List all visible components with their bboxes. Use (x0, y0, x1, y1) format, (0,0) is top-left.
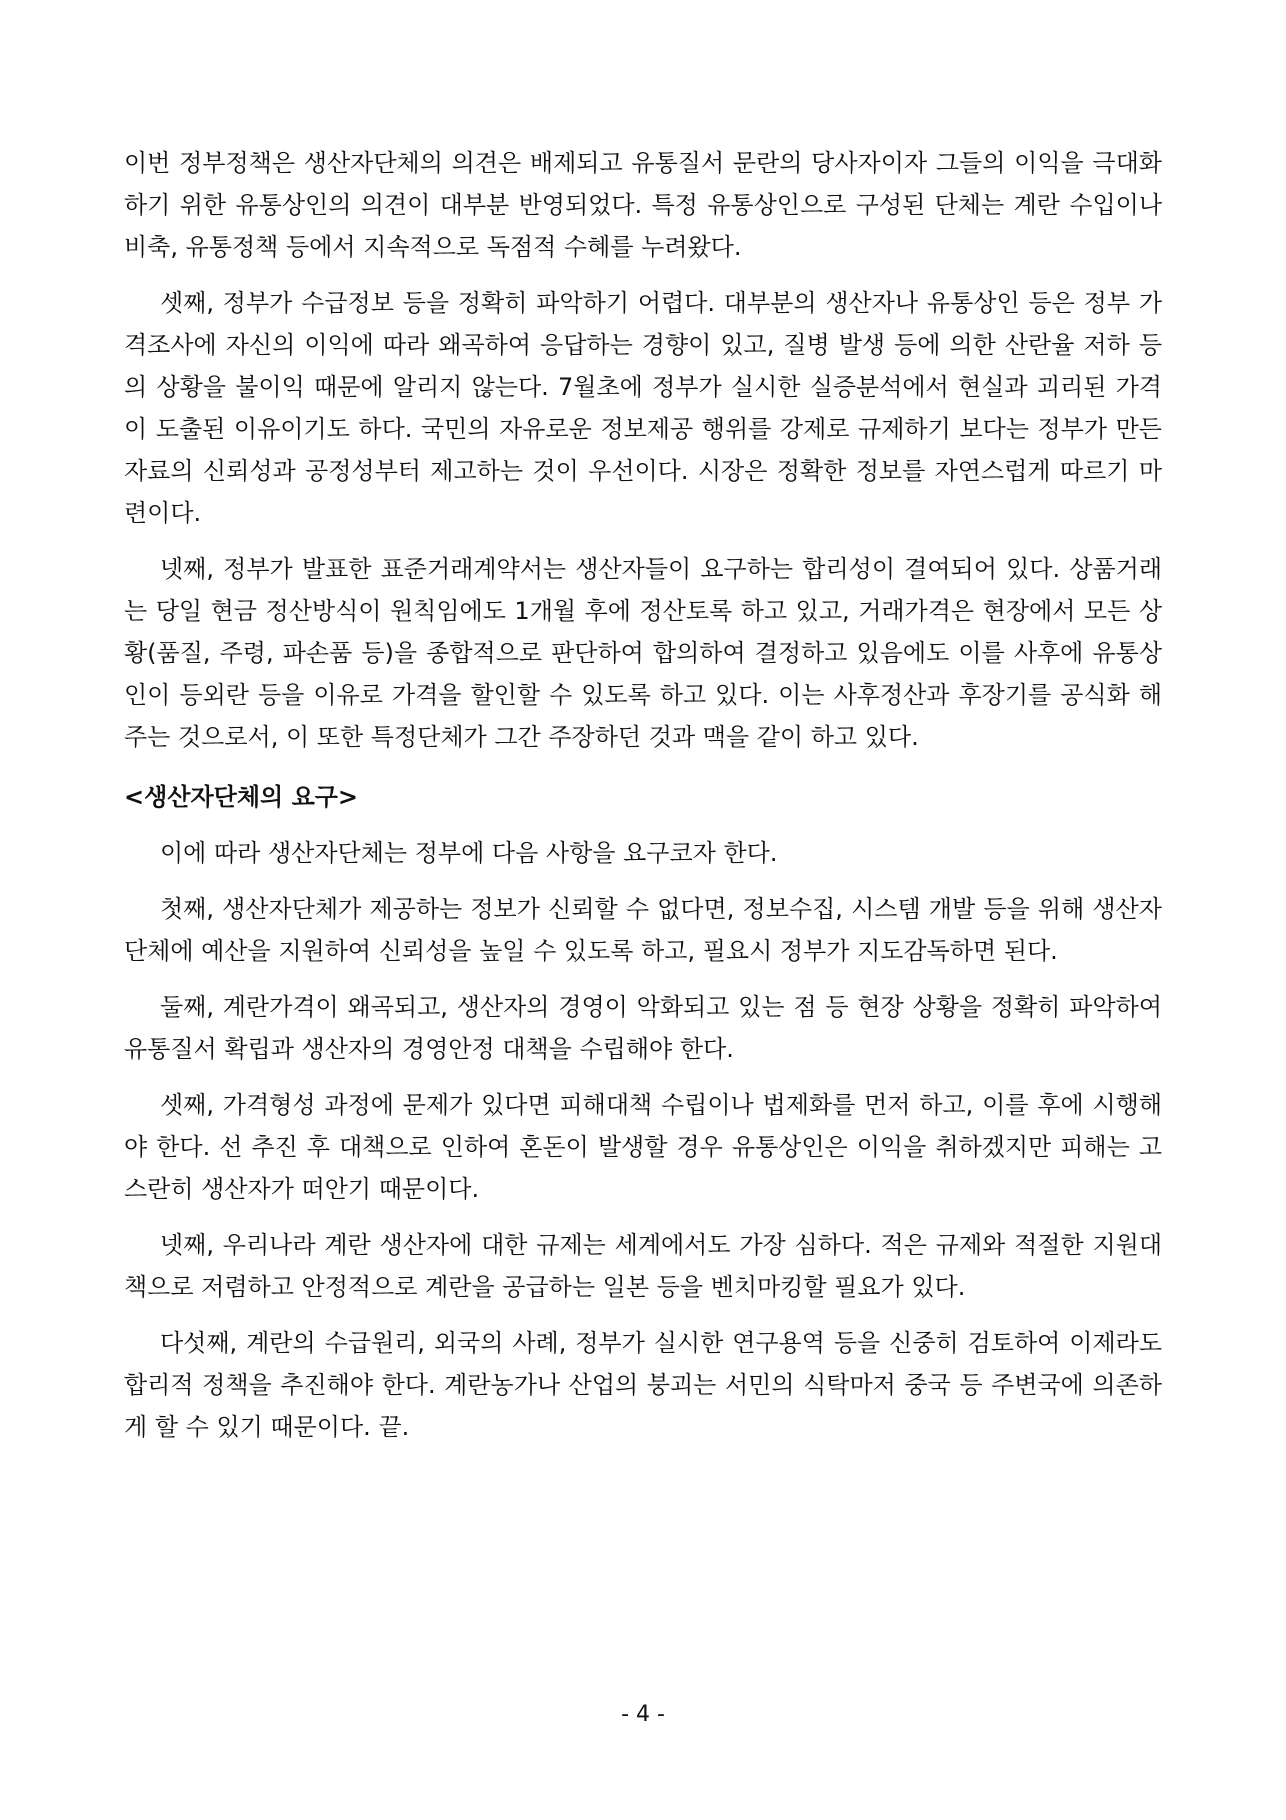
demand-third: 셋째, 가격형성 과정에 문제가 있다면 피해대책 수립이나 법제화를 먼저 하고, 이를 후에 시행해야 한다. 선 추진 후 대책으로 인하여 혼돈이 발생할 경우 유통상인은 이익을 취하겠지만 피해는 고스란히 생산자가 떠안기 때문이다. (124, 1091, 1162, 1203)
demand-fifth: 다섯째, 계란의 수급원리, 외국의 사례, 정부가 실시한 연구용역 등을 신중히 검토하여 이제라도 합리적 정책을 추진해야 한다. 계란농가나 산업의 붕괴는 서민의 식탁마저 중국 등 주변국에 의존하게 할 수 있기 때문이다. 끝. (124, 1329, 1162, 1441)
page-number: - 4 - (621, 1702, 665, 1727)
demand-fourth: 넷째, 우리나라 계란 생산자에 대한 규제는 세계에서도 가장 심하다. 적은 규제와 적절한 지원대책으로 저렴하고 안정적으로 계란을 공급하는 일본 등을 벤치마킹할 필요가 있다. (124, 1231, 1162, 1301)
section-heading: <생산자단체의 요구> (124, 783, 359, 811)
paragraph-fourth-point: 넷째, 정부가 발표한 표준거래계약서는 생산자들이 요구하는 합리성이 결여되어 있다. 상품거래는 당일 현금 정산방식이 원칙임에도 1개월 후에 정산토록 하고 있고, 거래가격은 현장에서 모든 상황(품질, 주령, 파손품 등)을 종합적으로 판단하여 합의하여 결정하고 있음에도 이를 사후에 유통상인이 등외란 등을 이유로 가격을 할인할 수 있도록 하고 있다. 이는 사후정산과 후장기를 공식화 해주는 것으로서, 이 또한 특정단체가 그간 주장하던 것과 맥을 같이 하고 있다. (124, 555, 1162, 751)
document-page (124, 142, 1162, 1462)
paragraph-third-point: 셋째, 정부가 수급정보 등을 정확히 파악하기 어렵다. 대부분의 생산자나 유통상인 등은 정부 가격조사에 자신의 이익에 따라 왜곡하여 응답하는 경향이 있고, 질병 발생 등에 의한 산란율 저하 등의 상황을 불이익 때문에 알리지 않는다. 7월초에 정부가 실시한 실증분석에서 현실과 괴리된 가격이 도출된 이유이기도 하다. 국민의 자유로운 정보제공 행위를 강제로 규제하기 보다는 정부가 만든 자료의 신뢰성과 공정성부터 제고하는 것이 우선이다. 시장은 정확한 정보를 자연스럽게 따르기 마련이다. (124, 289, 1162, 527)
demand-second: 둘째, 계란가격이 왜곡되고, 생산자의 경영이 악화되고 있는 점 등 현장 상황을 정확히 파악하여 유통질서 확립과 생산자의 경영안정 대책을 수립해야 한다. (124, 993, 1162, 1063)
paragraph-policy-critique: 이번 정부정책은 생산자단체의 의견은 배제되고 유통질서 문란의 당사자이자 그들의 이익을 극대화하기 위한 유통상인의 의견이 대부분 반영되었다. 특정 유통상인으로 구성된 단체는 계란 수입이나 비축, 유통정책 등에서 지속적으로 독점적 수혜를 누려왔다. (124, 149, 1162, 261)
demand-first: 첫째, 생산자단체가 제공하는 정보가 신뢰할 수 없다면, 정보수집, 시스템 개발 등을 위해 생산자단체에 예산을 지원하여 신뢰성을 높일 수 있도록 하고, 필요시 정부가 지도감독하면 된다. (124, 895, 1162, 965)
demands-intro: 이에 따라 생산자단체는 정부에 다음 사항을 요구코자 한다. (160, 839, 778, 867)
